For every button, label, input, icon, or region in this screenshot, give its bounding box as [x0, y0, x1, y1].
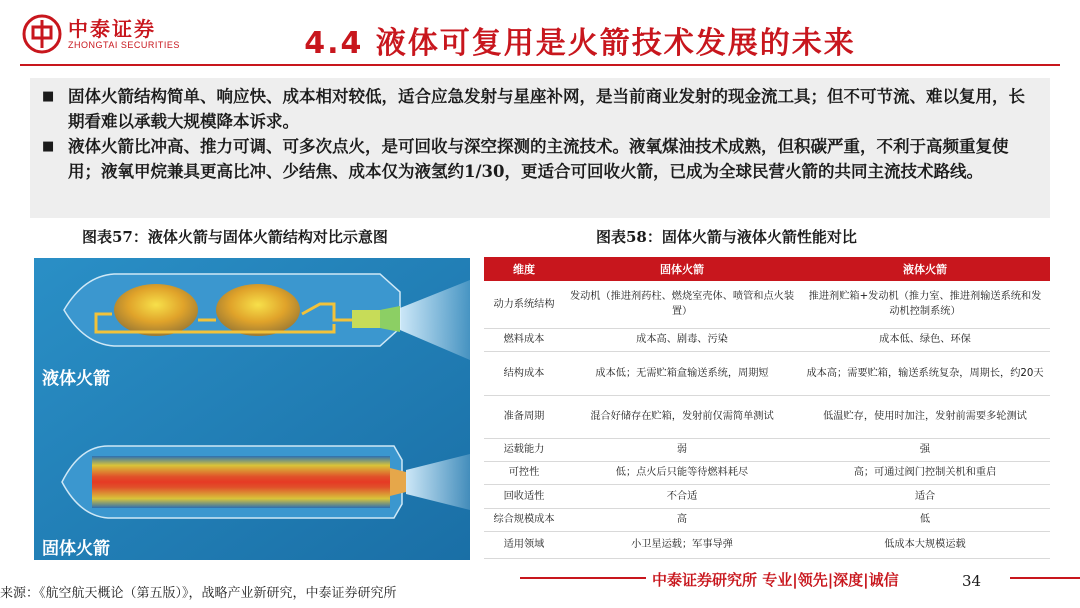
row-dimension: 适用领域 [484, 531, 564, 558]
page-number: 34 [962, 572, 982, 590]
row-dimension: 燃料成本 [484, 328, 564, 351]
footer-rule-left [520, 577, 646, 579]
row-liquid-value: 低 [800, 508, 1050, 531]
row-liquid-value: 强 [800, 438, 1050, 461]
header-liquid-rocket: 液体火箭 [800, 257, 1050, 281]
table-header-row [484, 257, 1050, 281]
row-liquid-value: 成本高；需要贮箱，输送系统复杂，周期长，约20天 [800, 351, 1050, 395]
square-bullet-icon: ■ [42, 89, 55, 104]
header-dimension: 维度 [484, 257, 564, 281]
footer-rule-right [1010, 577, 1080, 579]
figure58-caption: 图表58：固体火箭与液体火箭性能对比 [596, 228, 857, 246]
row-liquid-value: 成本低、绿色、环保 [800, 328, 1050, 351]
row-dimension: 运载能力 [484, 438, 564, 461]
row-solid-value: 成本高、剧毒、污染 [564, 328, 800, 351]
row-liquid-value: 低温贮存，使用时加注，发射前需要多轮测试 [800, 395, 1050, 438]
row-solid-value: 低；点火后只能等待燃料耗尽 [564, 461, 800, 484]
row-solid-value: 混合好储存在贮箱，发射前仅需简单测试 [564, 395, 800, 438]
row-solid-value: 高 [564, 508, 800, 531]
table-row [484, 461, 1050, 484]
solid-rocket-label: 固体火箭 [42, 539, 110, 559]
header-solid-rocket: 固体火箭 [564, 257, 800, 281]
rocket-structure-diagram [34, 258, 470, 560]
liquid-rocket-label: 液体火箭 [42, 369, 110, 389]
row-dimension: 可控性 [484, 461, 564, 484]
title-divider [20, 64, 1060, 66]
footer-brand: 中泰证券研究所 专业|领先|深度|诚信 [652, 571, 899, 589]
row-dimension: 结构成本 [484, 351, 564, 395]
table-row [484, 395, 1050, 438]
table-row [484, 351, 1050, 395]
logo-emblem-icon [22, 14, 62, 54]
row-solid-value: 成本低；无需贮箱盒输送系统，周期短 [564, 351, 800, 395]
summary-bullet [42, 84, 1040, 134]
row-solid-value: 发动机（推进剂药柱、燃烧室壳体、喷管和点火装置） [564, 281, 800, 328]
page-title: 4.4 液体可复用是火箭技术发展的未来 [304, 26, 856, 61]
square-bullet-icon: ■ [42, 139, 55, 154]
bullet-text: 固体火箭结构简单、响应快、成本相对较低，适合应急发射与星座补网，是当前商业发射的现金流工具；但不可节流、难以复用，长期看难以承载大规模降本诉求。 [68, 87, 1025, 131]
row-liquid-value: 适合 [800, 484, 1050, 508]
figure57-caption: 图表57：液体火箭与固体火箭结构对比示意图 [82, 228, 388, 246]
table-row [484, 438, 1050, 461]
company-logo [22, 14, 180, 54]
row-dimension: 综合规模成本 [484, 508, 564, 531]
table-row [484, 508, 1050, 531]
row-liquid-value: 低成本大规模运载 [800, 531, 1050, 558]
performance-comparison-table [484, 257, 1050, 559]
logo-english-name: ZHONGTAI SECURITIES [68, 40, 180, 50]
row-liquid-value: 推进剂贮箱+发动机（推力室、推进剂输送系统和发动机控制系统） [800, 281, 1050, 328]
summary-bullet [42, 134, 1040, 184]
table-row [484, 531, 1050, 558]
table-row [484, 281, 1050, 328]
row-dimension: 动力系统结构 [484, 281, 564, 328]
row-solid-value: 不合适 [564, 484, 800, 508]
row-dimension: 回收适性 [484, 484, 564, 508]
source-note: 来源：《航空航天概论（第五版）》，战略产业新研究，中泰证券研究所 [0, 586, 397, 601]
logo-chinese-name: 中泰证券 [68, 17, 156, 41]
row-dimension: 准备周期 [484, 395, 564, 438]
table-row [484, 484, 1050, 508]
summary-box [30, 78, 1050, 218]
bullet-text: 液体火箭比冲高、推力可调、可多次点火，是可回收与深空探测的主流技术。液氧煤油技术成熟，但积碳严重，不利于高频重复使用；液氧甲烷兼具更高比冲、少结焦、成本仅为液氢约1/30，更适合可回收火箭，已成为全球民营火箭的共同主流技术路线。 [68, 137, 1009, 181]
row-solid-value: 弱 [564, 438, 800, 461]
row-solid-value: 小卫星运载；军事导弹 [564, 531, 800, 558]
table-row [484, 328, 1050, 351]
row-liquid-value: 高；可通过阀门控制关机和重启 [800, 461, 1050, 484]
